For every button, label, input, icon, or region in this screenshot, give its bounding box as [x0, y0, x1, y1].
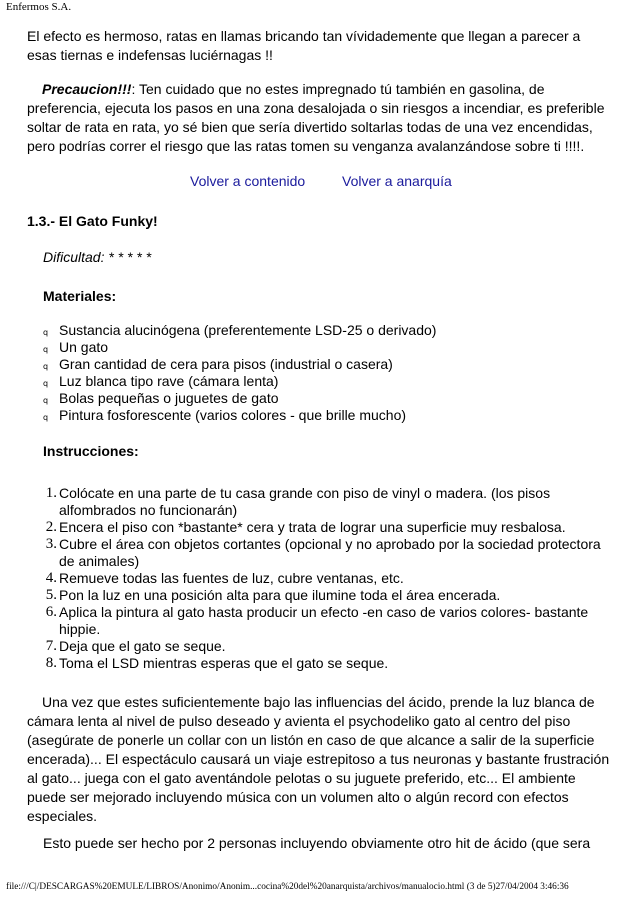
list-item: 2. Encera el piso con *bastante* cera y trata de lograr una superficie muy resbalosa.	[45, 519, 566, 535]
warning-text: : Ten cuidado que no estes impregnado tú también en gasolina, de preferencia, ejecuta los pasos en una zona desalojada o sin riesgos a incendiar, es preferible soltar de rata en rata, yo sé bien que sería divertido soltarlas todas de una vez encendidas, pero podrías correr el riesgo que las ratas tomen su venganza avalanzándose sobre ti !!!!.	[27, 81, 605, 154]
list-item: 3. Cubre el área con objetos cortantes (opcional y no aprobado por la sociedad protectora de animales)	[45, 536, 601, 569]
bullet-icon: q	[43, 345, 49, 354]
outro-paragraph-2: Esto puede ser hecho por 2 personas incluyendo obviamente otro hit de ácido (que sera	[43, 835, 591, 851]
back-to-contents-link[interactable]: Volver a contenido	[190, 173, 306, 189]
list-item: q Luz blanca tipo rave (cámara lenta)	[43, 373, 436, 390]
instructions-heading: Instrucciones:	[43, 443, 139, 459]
list-item: 1. Colócate en una parte de tu casa grande con piso de vinyl o madera. (los pisos alfombrados no funcionarán)	[45, 485, 551, 518]
materials-list	[43, 322, 436, 424]
back-to-anarchy-link[interactable]: Volver a anarquía	[342, 173, 452, 189]
warning-label: Precaucion!!!	[42, 81, 132, 97]
list-item: q Un gato	[43, 339, 436, 356]
difficulty-label: Dificultad: * * * * *	[43, 249, 152, 265]
list-item: 8. Toma el LSD mientras esperas que el gato se seque.	[45, 655, 389, 671]
bullet-icon: q	[43, 362, 49, 371]
list-item: q Bolas pequeñas o juguetes de gato	[43, 390, 436, 407]
intro-paragraph: El efecto es hermoso, ratas en llamas bricando tan vívidademente que llegan a parecer a esas tiernas e indefensas luciérnagas !!	[27, 28, 581, 63]
list-item: 7. Deja que el gato se seque.	[45, 638, 226, 654]
bullet-icon: q	[43, 328, 49, 337]
list-item: q Sustancia alucinógena (preferentemente LSD-25 o derivado)	[43, 322, 436, 339]
bullet-icon: q	[43, 379, 49, 388]
materials-heading: Materiales:	[43, 288, 117, 304]
list-item: 4. Remueve todas las fuentes de luz, cubre ventanas, etc.	[45, 570, 404, 586]
page-header-title: Enfermos S.A.	[6, 1, 72, 13]
page-footer-path: file:///C|/DESCARGAS%20EMULE/LIBROS/Anonimo/Anonim...cocina%20del%20anarquista/archivos/manualocio.html (3 de 5)27/04/2004 3:46:36	[6, 882, 569, 892]
bullet-icon: q	[43, 413, 49, 422]
section-title: 1.3.- El Gato Funky!	[27, 213, 158, 229]
list-item: q Pintura fosforescente (varios colores - que brille mucho)	[43, 407, 436, 424]
list-item: 6. Aplica la pintura al gato hasta producir un efecto -en caso de varios colores- bastante hippie.	[45, 604, 589, 637]
list-item: 5. Pon la luz en una posición alta para que ilumine toda el área encerada.	[45, 587, 501, 603]
instructions-list	[41, 485, 601, 672]
bullet-icon: q	[43, 396, 49, 405]
warning-paragraph	[27, 80, 612, 156]
list-item: q Gran cantidad de cera para pisos (industrial o casera)	[43, 356, 436, 373]
outro-paragraph: Una vez que estes suficientemente bajo las influencias del ácido, prende la luz blanca de cámara lenta al nivel de pulso deseado y avienta el psychodeliko gato al centro del piso (asegúrate de ponerle un collar con un listón en caso de que alcance a salir de la superficie encerada)... El espectáculo causará un viaje estrepitoso a tus neuronas y bastante frustración al gato... juega con el gato aventándole pelotas o su juguete preferido, etc... El ambiente puede ser mejorado incluyendo música con un volumen alto o algún record con efectos especiales.	[27, 694, 610, 824]
